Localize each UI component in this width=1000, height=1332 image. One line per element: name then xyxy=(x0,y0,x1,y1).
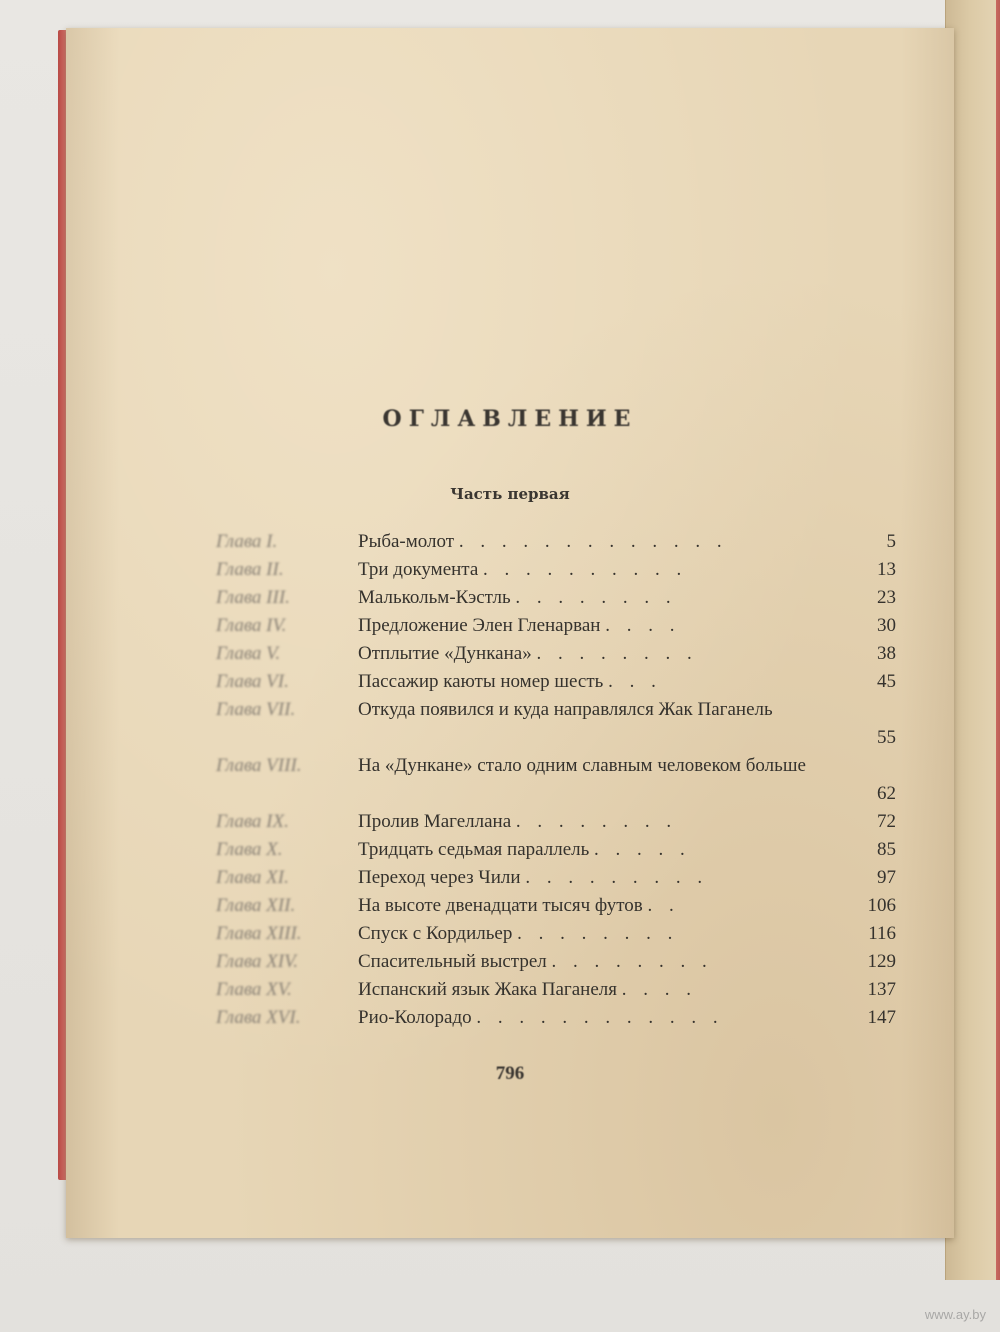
chapter-number: Глава I. xyxy=(216,531,278,552)
chapter-page: 116 xyxy=(868,923,896,944)
chapter-title: Испанский язык Жака Паганеля . . . . xyxy=(358,979,697,1000)
toc-entry xyxy=(216,1004,896,1032)
chapter-number: Глава IV. xyxy=(216,615,287,636)
toc-entry xyxy=(216,612,896,640)
watermark: www.ay.by xyxy=(924,1307,986,1322)
chapter-number: Глава V. xyxy=(216,643,281,664)
chapter-title: Три документа . . . . . . . . . . xyxy=(358,559,688,580)
chapter-page: 23 xyxy=(877,587,896,608)
chapter-title: Рио-Колорадо . . . . . . . . . . . . xyxy=(358,1007,724,1028)
toc-entry xyxy=(216,976,896,1004)
chapter-page: 5 xyxy=(886,531,896,552)
chapter-page: 38 xyxy=(877,643,896,664)
toc-entry xyxy=(216,892,896,920)
toc-entry xyxy=(216,948,896,976)
chapter-number: Глава VI. xyxy=(216,671,289,692)
chapter-number: Глава II. xyxy=(216,559,284,580)
chapter-title: Спуск с Кордильер . . . . . . . . xyxy=(358,923,679,944)
chapter-title: На высоте двенадцати тысяч футов . . xyxy=(358,895,680,916)
toc-entry xyxy=(216,668,896,696)
toc-title: ОГЛАВЛЕНИЕ xyxy=(382,406,638,432)
toc-entry xyxy=(216,836,896,864)
chapter-number: Глава IX. xyxy=(216,811,289,832)
chapter-number: Глава VIII. xyxy=(216,755,302,776)
book-page xyxy=(66,28,954,1238)
chapter-title: Переход через Чили . . . . . . . . . xyxy=(358,867,709,888)
chapter-page: 45 xyxy=(877,671,896,692)
chapter-number: Глава XI. xyxy=(216,867,289,888)
chapter-title: Пассажир каюты номер шесть . . . xyxy=(358,671,662,692)
chapter-title: Рыба-молот . . . . . . . . . . . . . xyxy=(358,531,728,552)
chapter-page: 72 xyxy=(877,811,896,832)
chapter-page: 129 xyxy=(867,951,896,972)
chapter-number: Глава XV. xyxy=(216,979,292,1000)
chapter-number: Глава XII. xyxy=(216,895,296,916)
chapter-number: Глава XIII. xyxy=(216,923,302,944)
chapter-title: Отплытие «Дункана» . . . . . . . . xyxy=(358,643,698,664)
chapter-number: Глава VII. xyxy=(216,699,296,720)
chapter-page: 30 xyxy=(877,615,896,636)
chapter-title: Тридцать седьмая параллель . . . . . xyxy=(358,839,691,860)
chapter-number: Глава XIV. xyxy=(216,951,299,972)
toc-entry xyxy=(216,696,896,752)
chapter-title: Спасительный выстрел . . . . . . . . xyxy=(358,951,713,972)
part-title: Часть первая xyxy=(450,485,570,503)
chapter-title: Предложение Элен Гленарван . . . . xyxy=(358,615,681,636)
toc-list xyxy=(216,528,896,1032)
chapter-page: 106 xyxy=(867,895,896,916)
chapter-title: Пролив Магеллана . . . . . . . . xyxy=(358,811,678,832)
chapter-title: Малькольм-Кэстль . . . . . . . . xyxy=(358,587,677,608)
chapter-page: 13 xyxy=(877,559,896,580)
toc-entry xyxy=(216,584,896,612)
chapter-number: Глава XVI. xyxy=(216,1007,301,1028)
toc-entry xyxy=(216,920,896,948)
chapter-title: Откуда появился и куда направлялся Жак Паганель xyxy=(358,699,773,720)
chapter-page: 55 xyxy=(877,727,896,748)
toc-entry xyxy=(216,864,896,892)
toc-entry xyxy=(216,528,896,556)
toc-entry xyxy=(216,640,896,668)
chapter-page: 137 xyxy=(867,979,896,1000)
chapter-page: 97 xyxy=(877,867,896,888)
chapter-title: На «Дункане» стало одним славным человеком больше xyxy=(358,755,806,776)
toc-entry xyxy=(216,556,896,584)
toc-entry xyxy=(216,808,896,836)
chapter-page: 85 xyxy=(877,839,896,860)
chapter-number: Глава III. xyxy=(216,587,290,608)
chapter-number: Глава X. xyxy=(216,839,283,860)
page-number: 796 xyxy=(495,1063,525,1084)
chapter-page: 147 xyxy=(867,1007,896,1028)
toc-entry xyxy=(216,752,896,808)
book-spine xyxy=(996,0,1000,1280)
chapter-page: 62 xyxy=(877,783,896,804)
